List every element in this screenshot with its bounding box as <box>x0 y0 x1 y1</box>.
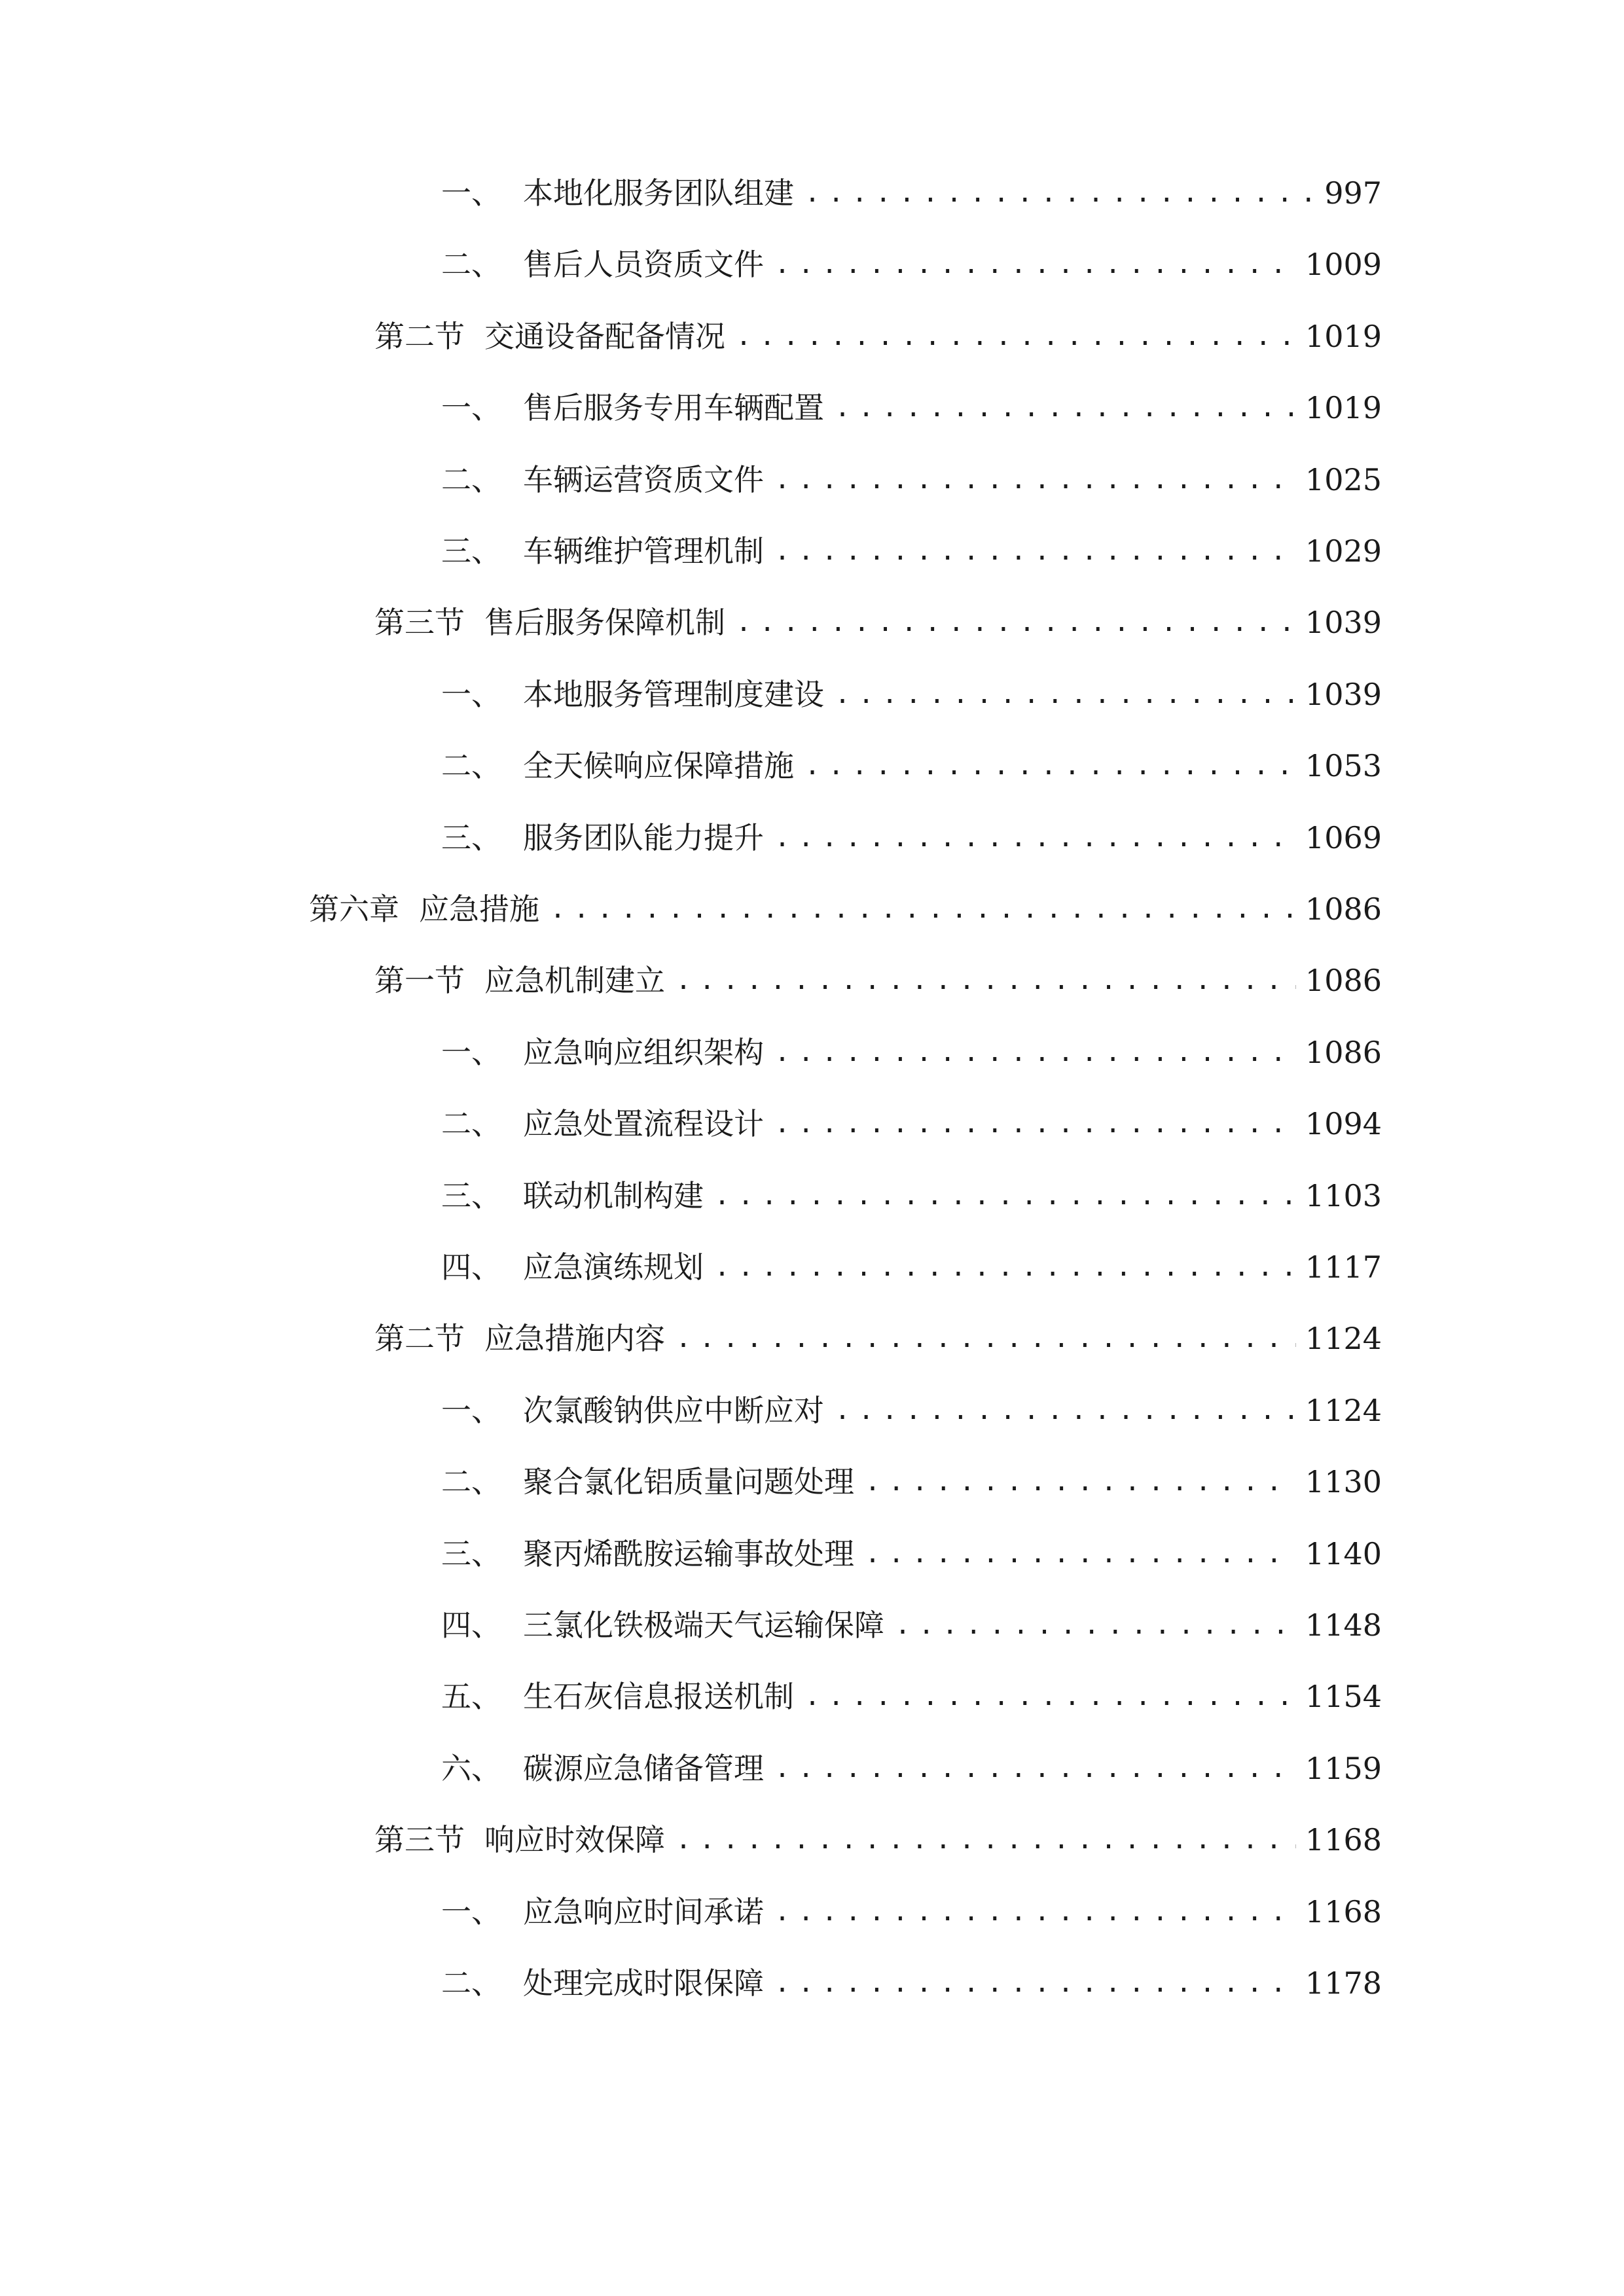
toc-entry-number: 第三节 <box>374 1822 465 1857</box>
dot-leader <box>550 883 1296 935</box>
toc-entry-number: 五、 <box>441 1679 501 1714</box>
toc-entry-number: 三、 <box>441 1536 501 1571</box>
toc-entry-page-number: 1154 <box>1305 1679 1382 1714</box>
toc-entry-page-number: 1069 <box>1305 820 1382 855</box>
dot-leader <box>774 238 1296 291</box>
toc-entry-page-number: 1159 <box>1305 1751 1382 1786</box>
dot-leader <box>835 1384 1296 1437</box>
toc-entry-title: 应急响应时间承诺 <box>523 1894 764 1929</box>
dot-leader <box>865 1528 1296 1580</box>
toc-entry-page-number: 1053 <box>1305 748 1382 783</box>
toc-entry-section[interactable] <box>374 1814 1382 1866</box>
toc-entry-number: 四、 <box>441 1607 501 1643</box>
toc-entry-title: 应急措施内容 <box>484 1321 665 1356</box>
toc-entry-title: 应急处置流程设计 <box>523 1106 764 1141</box>
toc-entry-item[interactable] <box>441 1886 1382 1938</box>
toc-entry-page-number: 1178 <box>1305 1965 1382 2001</box>
dot-leader <box>804 1670 1296 1723</box>
toc-entry-title: 售后服务保障机制 <box>484 605 725 640</box>
toc-entry-page-number: 1168 <box>1305 1894 1382 1929</box>
toc-entry-number: 第三节 <box>374 605 465 640</box>
toc-entry-page-number: 1140 <box>1305 1536 1382 1571</box>
toc-entry-item[interactable] <box>441 1384 1382 1437</box>
toc-entry-page-number: 1117 <box>1305 1249 1382 1285</box>
toc-entry-item[interactable] <box>441 238 1382 291</box>
toc-entry-section[interactable] <box>374 954 1382 1007</box>
toc-entry-number: 一、 <box>441 1393 501 1428</box>
toc-entry-title: 应急机制建立 <box>484 963 665 998</box>
dot-leader <box>835 668 1296 721</box>
toc-entry-number: 三、 <box>441 533 501 569</box>
toc-entry-title: 响应时效保障 <box>484 1822 665 1857</box>
toc-entry-item[interactable] <box>441 1742 1382 1795</box>
dot-leader <box>774 1957 1296 2009</box>
dot-leader <box>736 310 1296 363</box>
dot-leader <box>736 596 1296 649</box>
toc-entry-page-number: 1086 <box>1305 1035 1382 1070</box>
toc-entry-title: 碳源应急储备管理 <box>523 1751 764 1786</box>
toc-entry-title: 售后服务专用车辆配置 <box>523 390 824 425</box>
toc-entry-chapter[interactable] <box>309 883 1382 935</box>
toc-entry-number: 三、 <box>441 820 501 855</box>
toc-entry-item[interactable] <box>441 1456 1382 1508</box>
toc-entry-title: 联动机制构建 <box>523 1178 704 1213</box>
toc-entry-item[interactable] <box>441 1241 1382 1293</box>
toc-entry-item[interactable] <box>441 167 1382 219</box>
dot-leader <box>714 1170 1296 1222</box>
dot-leader <box>804 167 1315 219</box>
toc-entry-title: 全天候响应保障措施 <box>523 748 794 783</box>
toc-entry-item[interactable] <box>441 740 1382 792</box>
toc-entry-number: 二、 <box>441 1464 501 1499</box>
toc-entry-item[interactable] <box>441 812 1382 864</box>
toc-entry-number: 第六章 <box>309 891 399 927</box>
toc-entry-page-number: 1086 <box>1305 891 1382 927</box>
toc-entry-page-number: 1025 <box>1305 462 1382 497</box>
toc-entry-item[interactable] <box>441 525 1382 577</box>
toc-entry-number: 一、 <box>441 390 501 425</box>
toc-entry-title: 车辆维护管理机制 <box>523 533 764 569</box>
toc-entry-number: 三、 <box>441 1178 501 1213</box>
toc-entry-page-number: 1086 <box>1305 963 1382 998</box>
toc-entry-number: 二、 <box>441 748 501 783</box>
toc-entry-title: 应急响应组织架构 <box>523 1035 764 1070</box>
toc-entry-number: 一、 <box>441 677 501 712</box>
dot-leader <box>774 1098 1296 1150</box>
dot-leader <box>676 1312 1296 1365</box>
dot-leader <box>774 1026 1296 1079</box>
toc-entry-page-number: 1124 <box>1305 1393 1382 1428</box>
toc-entry-page-number: 1039 <box>1305 605 1382 640</box>
dot-leader <box>676 954 1296 1007</box>
dot-leader <box>714 1241 1296 1293</box>
toc-entry-number: 第一节 <box>374 963 465 998</box>
toc-entry-number: 第二节 <box>374 319 465 354</box>
toc-entry-section[interactable] <box>374 1312 1382 1365</box>
toc-entry-item[interactable] <box>441 1170 1382 1222</box>
toc-entry-number: 二、 <box>441 462 501 497</box>
toc-entry-item[interactable] <box>441 1528 1382 1580</box>
toc-entry-page-number: 1019 <box>1305 319 1382 354</box>
toc-entry-page-number: 1124 <box>1305 1321 1382 1356</box>
dot-leader <box>774 454 1296 506</box>
toc-entry-section[interactable] <box>374 310 1382 363</box>
toc-entry-page-number: 1009 <box>1305 247 1382 282</box>
toc-entry-item[interactable] <box>441 1098 1382 1150</box>
toc-entry-item[interactable] <box>441 1957 1382 2009</box>
toc-entry-item[interactable] <box>441 454 1382 506</box>
toc-entry-item[interactable] <box>441 382 1382 434</box>
dot-leader <box>676 1814 1296 1866</box>
toc-entry-item[interactable] <box>441 1670 1382 1723</box>
toc-entry-title: 本地化服务团队组建 <box>523 175 794 211</box>
toc-entry-section[interactable] <box>374 596 1382 649</box>
dot-leader <box>835 382 1296 434</box>
toc-entry-item[interactable] <box>441 1026 1382 1079</box>
toc-entry-title: 交通设备配备情况 <box>484 319 725 354</box>
toc-entry-number: 四、 <box>441 1249 501 1285</box>
toc-entry-number: 二、 <box>441 1965 501 2001</box>
toc-entry-item[interactable] <box>441 668 1382 721</box>
toc-entry-title: 本地服务管理制度建设 <box>523 677 824 712</box>
toc-entry-title: 生石灰信息报送机制 <box>523 1679 794 1714</box>
toc-entry-item[interactable] <box>441 1599 1382 1651</box>
toc-entry-page-number: 1019 <box>1305 390 1382 425</box>
toc-entry-page-number: 1148 <box>1305 1607 1382 1643</box>
toc-entry-title: 次氯酸钠供应中断应对 <box>523 1393 824 1428</box>
toc-entry-page-number: 1094 <box>1305 1106 1382 1141</box>
toc-entry-number: 一、 <box>441 1894 501 1929</box>
dot-leader <box>774 1742 1296 1795</box>
toc-entry-number: 二、 <box>441 1106 501 1141</box>
dot-leader <box>774 812 1296 864</box>
dot-leader <box>865 1456 1296 1508</box>
dot-leader <box>774 1886 1296 1938</box>
toc-entry-title: 应急措施 <box>419 891 539 927</box>
toc-entry-number: 一、 <box>441 175 501 211</box>
toc-entry-title: 服务团队能力提升 <box>523 820 764 855</box>
toc-entry-number: 六、 <box>441 1751 501 1786</box>
toc-entry-page-number: 1130 <box>1305 1464 1382 1499</box>
dot-leader <box>895 1599 1296 1651</box>
toc-entry-title: 三氯化铁极端天气运输保障 <box>523 1607 884 1643</box>
toc-entry-page-number: 1029 <box>1305 533 1382 569</box>
toc-entry-title: 车辆运营资质文件 <box>523 462 764 497</box>
toc-entry-title: 聚丙烯酰胺运输事故处理 <box>523 1536 854 1571</box>
toc-entry-title: 聚合氯化铝质量问题处理 <box>523 1464 854 1499</box>
toc-entry-title: 应急演练规划 <box>523 1249 704 1285</box>
dot-leader <box>774 525 1296 577</box>
toc-entry-page-number: 997 <box>1324 175 1382 211</box>
toc-entry-page-number: 1103 <box>1305 1178 1382 1213</box>
dot-leader <box>804 740 1296 792</box>
toc-entry-title: 售后人员资质文件 <box>523 247 764 282</box>
toc-entry-title: 处理完成时限保障 <box>523 1965 764 2001</box>
toc-entry-number: 第二节 <box>374 1321 465 1356</box>
toc-entry-page-number: 1168 <box>1305 1822 1382 1857</box>
toc-entry-page-number: 1039 <box>1305 677 1382 712</box>
toc-entry-number: 二、 <box>441 247 501 282</box>
toc-entry-number: 一、 <box>441 1035 501 1070</box>
